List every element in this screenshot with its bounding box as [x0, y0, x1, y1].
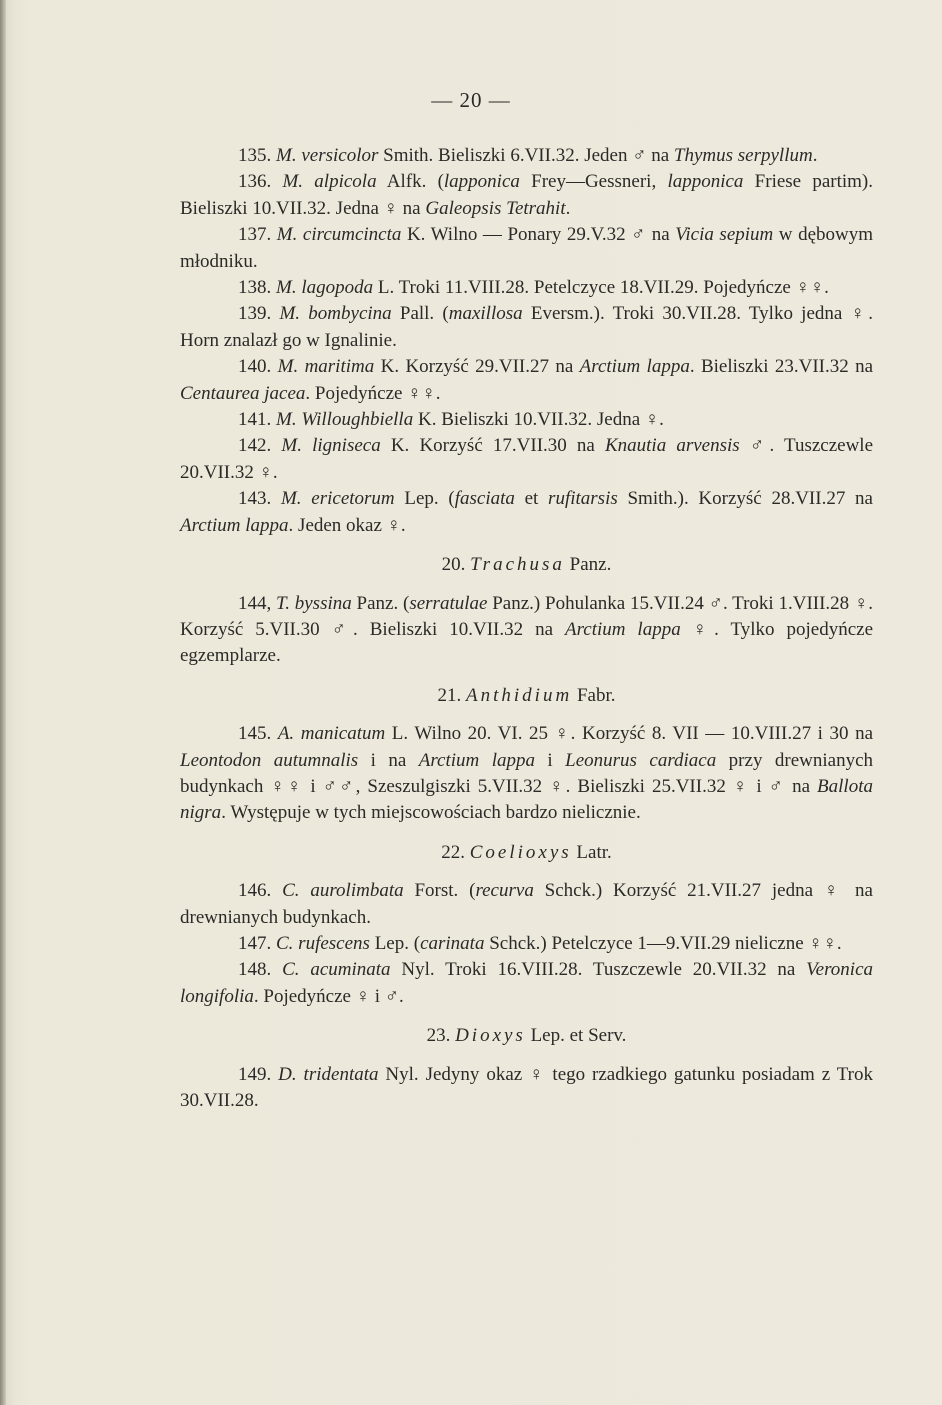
species-entry: 145. A. manicatum L. Wilno 20. VI. 25 ♀. Korzyść 8. VII — 10.VIII.27 i 30 na Leontodon autumnalis i na Arctium lappa i Leonurus cardiaca przy drewnianych budynkach ♀♀ i ♂♂, Szeszulgiszki 5.VII.32 ♀. Bieliszki 25.VII.32 ♀ i ♂ na Ballota nigra. Występuje w tych miejscowościach bardzo nielicznie.	[180, 723, 874, 824]
species-entry: 142. M. ligniseca K. Korzyść 17.VII.30 na Knautia arvensis ♂. Tuszczewle 20.VII.32 ♀.	[180, 435, 874, 483]
species-entry: 140. M. maritima K. Korzyść 29.VII.27 na Arctium lappa. Bieliszki 23.VII.32 na Centaurea jacea. Pojedyńcze ♀♀.	[180, 356, 874, 404]
species-entry: 141. M. Willoughbiella K. Bieliszki 10.VII.32. Jedna ♀.	[238, 409, 664, 431]
species-entry: 136. M. alpicola Alfk. (lapponica Frey—Gessneri, lapponica Friese partim). Bieliszki 10.VII.32. Jedna ♀ na Galeopsis Tetrahit.	[180, 171, 874, 219]
species-entry: 149. D. tridentata Nyl. Jedyny okaz ♀ tego rzadkiego gatunku posiadam z Trok 30.VII.28.	[180, 1063, 873, 1111]
species-entry: 137. M. circumcincta K. Wilno — Ponary 29.V.32 ♂ na Vicia sepium w dębowym młodniku.	[180, 224, 874, 272]
species-entry: 146. C. aurolimbata Forst. (recurva Schck.) Korzyść 21.VII.27 jedna ♀ na drewnianych budynkach.	[180, 880, 873, 928]
section-heading: 20. Trachusa Panz.	[441, 554, 612, 576]
species-entry: 139. M. bombycina Pall. (maxillosa Eversm.). Troki 30.VII.28. Tylko jedna ♀. Horn znalazł go w Ignalinie.	[180, 303, 874, 351]
species-entry: 135. M. versicolor Smith. Bieliszki 6.VII.32. Jeden ♂ na Thymus serpyllum.	[238, 145, 818, 166]
page-number: — 20 —	[431, 88, 511, 112]
section-heading: 21. Anthidium Fabr.	[437, 684, 616, 706]
section-heading: 23. Dioxys Lep. et Serv.	[426, 1025, 627, 1047]
species-entry: 138. M. lagopoda L. Troki 11.VIII.28. Petelczyce 18.VII.29. Pojedyńcze ♀♀.	[238, 277, 829, 299]
species-entry: 147. C. rufescens Lep. (carinata Schck.) Petelczyce 1—9.VII.29 nieliczne ♀♀.	[238, 932, 842, 954]
species-entry: 143. M. ericetorum Lep. (fasciata et rufitarsis Smith.). Korzyść 28.VII.27 na Arctium lappa. Jeden okaz ♀.	[180, 488, 873, 536]
section-heading: 22. Coelioxys Latr.	[441, 841, 612, 863]
species-entry: 144, T. byssina Panz. (serratulae Panz.) Pohulanka 15.VII.24 ♂. Troki 1.VIII.28 ♀. Korzyść 5.VII.30 ♂. Bieliszki 10.VII.32 na Arctium lappa ♀. Tylko pojedyńcze egzemplarze.	[180, 592, 874, 667]
species-entry: 148. C. acuminata Nyl. Troki 16.VIII.28. Tuszczewle 20.VII.32 na Veronica longifolia. Pojedyńcze ♀ i ♂.	[180, 959, 874, 1007]
page-body	[180, 143, 873, 1114]
page-binding-edge	[0, 0, 6, 1405]
